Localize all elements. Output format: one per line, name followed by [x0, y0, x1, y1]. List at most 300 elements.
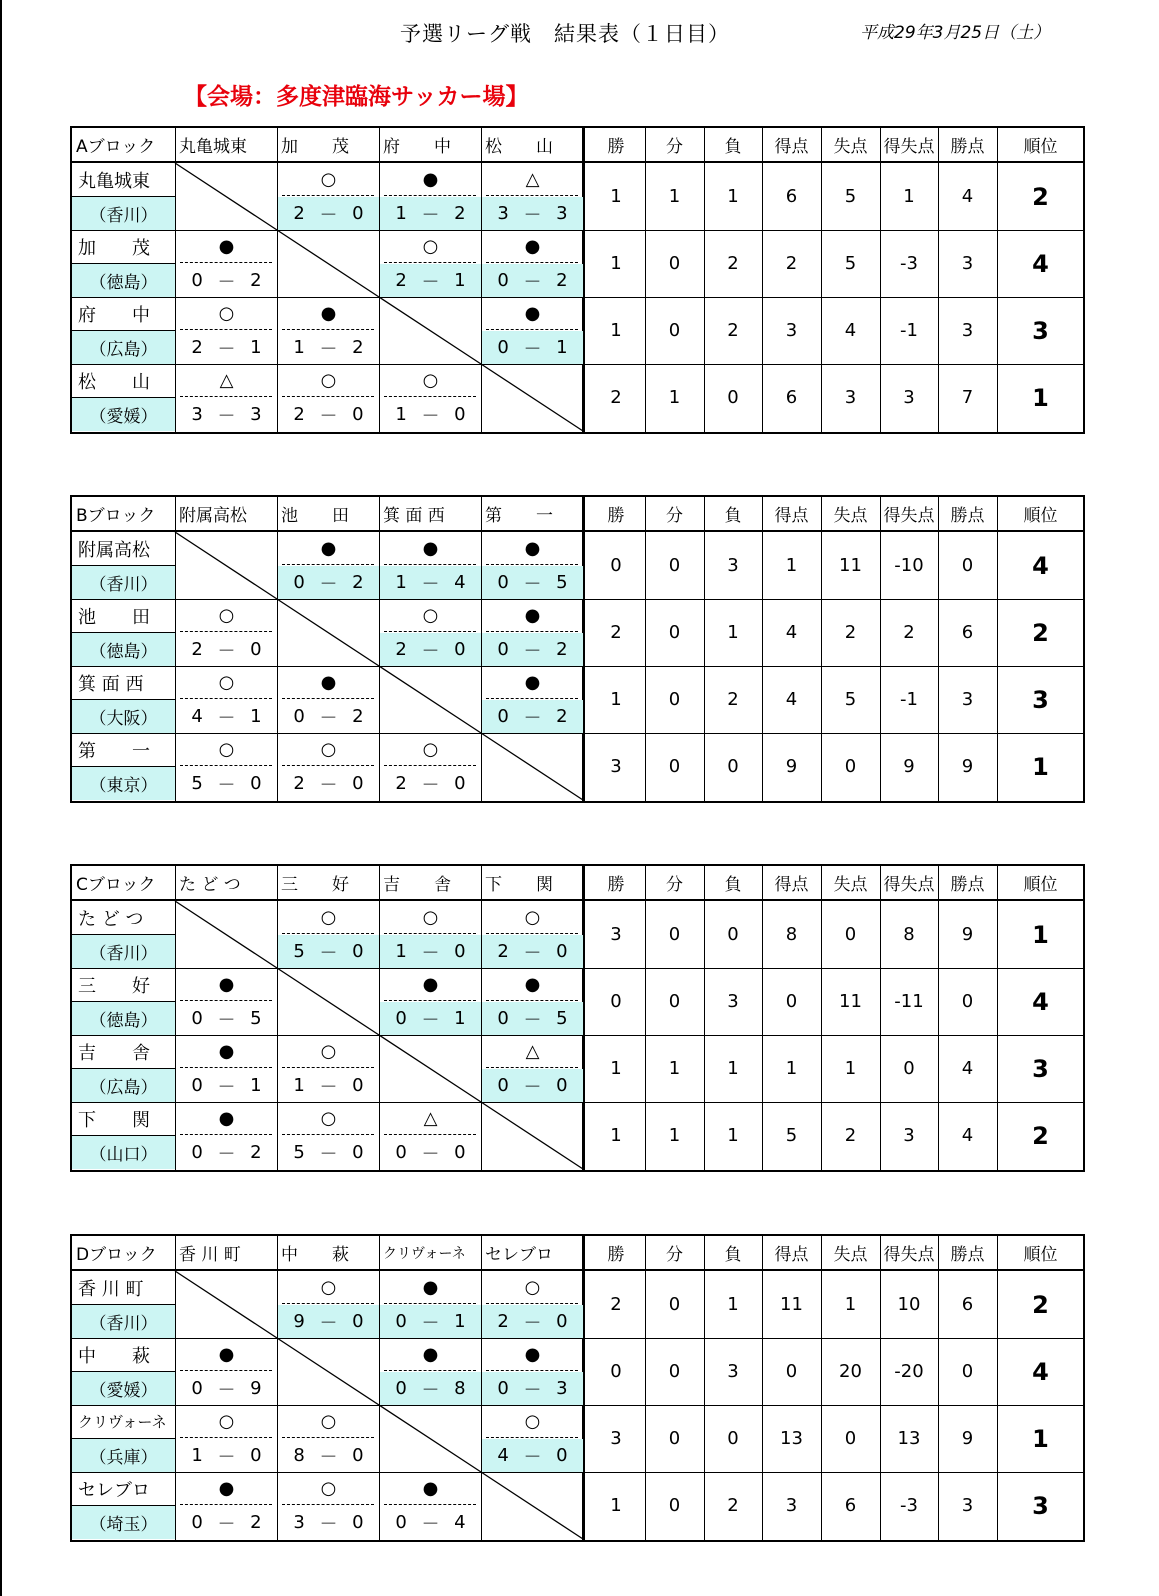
result-symbol: ● [422, 1344, 439, 1365]
stat-value: 3 [727, 1361, 739, 1382]
score-divider [282, 765, 374, 766]
score-dash: － [319, 1143, 338, 1165]
score-away: 2 [250, 1512, 262, 1533]
team-name: 三 好 [78, 975, 150, 997]
league-block-d [70, 1234, 1085, 1542]
stat-value: 2 [727, 1495, 739, 1516]
self-match-diagonal [481, 733, 583, 800]
opponent-header: 香 川 町 [179, 1245, 241, 1265]
stat-header: 得失点 [883, 1245, 935, 1265]
stat-value: 8 [903, 924, 915, 945]
self-match-diagonal [277, 1338, 379, 1405]
match-score [482, 633, 583, 666]
score-home: 0 [293, 572, 305, 593]
stat-value: 0 [727, 756, 739, 777]
block-label: Cブロック [76, 875, 156, 895]
result-symbol: △ [525, 169, 540, 190]
score-away: 2 [454, 203, 466, 224]
result-symbol: ○ [422, 370, 439, 391]
score-home: 2 [293, 404, 305, 425]
match-score [176, 1136, 277, 1169]
opponent-header: た ど つ [179, 875, 241, 895]
match-score [482, 1305, 583, 1338]
stat-value: 0 [610, 1361, 622, 1382]
score-home: 5 [293, 941, 305, 962]
score-home: 9 [293, 1311, 305, 1332]
score-home: 0 [191, 270, 203, 291]
score-home: 0 [395, 1008, 407, 1029]
score-divider [384, 1504, 476, 1505]
stat-value: 1 [727, 1294, 739, 1315]
score-away: 0 [250, 773, 262, 794]
stat-value: 1 [610, 1058, 622, 1079]
team-prefecture: （広島） [89, 340, 158, 360]
score-dash: － [421, 1513, 440, 1535]
stat-value: 0 [668, 924, 681, 945]
stat-value: 3 [727, 555, 739, 576]
stat-value: 0 [785, 1361, 798, 1382]
match-score [176, 331, 277, 364]
team-prefecture: （香川） [89, 1314, 158, 1334]
stat-header: 分 [666, 875, 683, 895]
result-symbol: ○ [218, 672, 235, 693]
match-score [278, 197, 379, 230]
score-divider [180, 698, 272, 699]
stat-value: 3 [961, 253, 974, 274]
stat-value: 5 [844, 689, 857, 710]
score-divider [486, 195, 578, 196]
score-away: 0 [556, 941, 568, 962]
name-divider [72, 1505, 175, 1506]
team-prefecture: （東京） [89, 776, 158, 796]
stat-value: 6 [785, 387, 798, 408]
score-home: 0 [395, 1142, 407, 1163]
result-symbol: ● [422, 169, 439, 190]
result-symbol: ● [218, 1478, 235, 1499]
score-divider [486, 1437, 578, 1438]
score-divider [282, 1303, 374, 1304]
self-match-diagonal [481, 1472, 583, 1539]
stat-value: 8 [785, 924, 798, 945]
score-dash: － [421, 1009, 440, 1031]
result-symbol: ○ [524, 1411, 541, 1432]
score-dash: － [217, 271, 236, 293]
match-score [482, 1069, 583, 1102]
stat-value: 0 [727, 1428, 739, 1449]
score-home: 0 [497, 572, 509, 593]
score-home: 1 [395, 203, 407, 224]
team-prefecture: （徳島） [89, 1011, 158, 1031]
rank-value: 1 [1032, 752, 1049, 781]
score-divider [282, 698, 374, 699]
name-divider [72, 1135, 175, 1136]
stat-value: 6 [785, 186, 798, 207]
score-dash: － [421, 271, 440, 293]
team-name: 香 川 町 [78, 1278, 144, 1300]
score-divider [282, 1504, 374, 1505]
score-dash: － [421, 1312, 440, 1334]
score-divider [180, 329, 272, 330]
match-score [380, 1506, 481, 1539]
stat-header: 得点 [774, 875, 809, 895]
self-match-diagonal [481, 1102, 583, 1169]
score-away: 1 [454, 1008, 466, 1029]
score-dash: － [421, 1143, 440, 1165]
team-prefecture: （香川） [89, 206, 158, 226]
stat-header: 得点 [774, 137, 809, 157]
stat-value: -20 [894, 1361, 924, 1382]
stat-value: 3 [610, 756, 622, 777]
stat-value: 1 [610, 320, 622, 341]
name-divider [72, 699, 175, 700]
rank-value: 3 [1032, 316, 1049, 345]
stat-value: 1 [668, 1125, 681, 1146]
self-match-diagonal [277, 230, 379, 297]
score-home: 0 [497, 706, 509, 727]
stat-value: 9 [785, 756, 798, 777]
team-name: クリヴォーネ [78, 1413, 167, 1431]
stat-value: -1 [900, 320, 918, 341]
score-divider [180, 1437, 272, 1438]
stat-value: 0 [668, 1361, 681, 1382]
block-label: Bブロック [76, 506, 156, 526]
result-symbol: ● [422, 538, 439, 559]
stat-value: 3 [961, 689, 974, 710]
score-divider [486, 329, 578, 330]
stat-header: 負 [724, 506, 742, 526]
result-symbol: ● [218, 1041, 235, 1062]
match-score [380, 197, 481, 230]
match-score [176, 700, 277, 733]
score-dash: － [319, 1312, 338, 1334]
stat-header: 負 [724, 875, 742, 895]
score-dash: － [319, 1446, 338, 1468]
team-name: 松 山 [78, 371, 150, 393]
name-divider [72, 397, 175, 398]
result-symbol: ● [320, 303, 337, 324]
score-home: 3 [497, 203, 509, 224]
name-divider [72, 766, 175, 767]
date-label: 平成29年3月25日（土） [860, 23, 1051, 43]
score-divider [180, 1067, 272, 1068]
score-home: 2 [293, 203, 305, 224]
score-away: 0 [352, 1142, 364, 1163]
score-home: 8 [293, 1445, 305, 1466]
team-prefecture: （兵庫） [89, 1448, 158, 1468]
self-match-diagonal [379, 1405, 481, 1472]
score-away: 4 [454, 1512, 466, 1533]
score-away: 0 [352, 203, 364, 224]
rank-value: 3 [1032, 1491, 1049, 1520]
rank-value: 2 [1032, 1290, 1049, 1319]
match-score [482, 1439, 583, 1472]
name-divider [72, 1438, 175, 1439]
score-dash: － [319, 1076, 338, 1098]
match-score [380, 566, 481, 599]
score-divider [180, 1370, 272, 1371]
stat-value: 4 [785, 689, 798, 710]
score-home: 0 [395, 1311, 407, 1332]
score-divider [384, 1303, 476, 1304]
stat-value: -10 [894, 555, 924, 576]
stat-value: 1 [785, 1058, 798, 1079]
score-divider [282, 1134, 374, 1135]
result-symbol: ● [422, 1478, 439, 1499]
score-dash: － [421, 204, 440, 226]
score-dash: － [319, 573, 338, 595]
self-match-diagonal [175, 901, 277, 968]
rank-value: 3 [1032, 1054, 1049, 1083]
match-score [176, 633, 277, 666]
stat-value: -3 [900, 1495, 918, 1516]
score-home: 0 [497, 270, 509, 291]
stat-value: 0 [903, 1058, 915, 1079]
score-away: 1 [250, 337, 262, 358]
stat-header: 順位 [1023, 1245, 1058, 1265]
result-symbol: ○ [422, 236, 439, 257]
stat-value: 0 [668, 689, 681, 710]
stat-value: 2 [844, 1125, 857, 1146]
score-home: 0 [191, 1378, 203, 1399]
score-divider [282, 396, 374, 397]
score-away: 5 [250, 1008, 262, 1029]
name-divider [72, 1001, 175, 1002]
stat-value: 2 [610, 387, 622, 408]
stat-value: 2 [727, 689, 739, 710]
result-symbol: ● [218, 974, 235, 995]
score-dash: － [217, 1513, 236, 1535]
stat-value: 2 [610, 622, 622, 643]
score-away: 8 [454, 1378, 466, 1399]
score-away: 5 [556, 1008, 568, 1029]
stat-header: 負 [724, 1245, 742, 1265]
stat-value: 3 [785, 320, 798, 341]
score-dash: － [523, 204, 542, 226]
name-divider [72, 632, 175, 633]
score-away: 1 [250, 706, 262, 727]
score-away: 0 [352, 941, 364, 962]
score-dash: － [523, 707, 542, 729]
score-dash: － [523, 942, 542, 964]
result-symbol: ○ [320, 1411, 337, 1432]
stat-value: 11 [839, 555, 862, 576]
stat-value: 2 [610, 1294, 622, 1315]
opponent-header: 附属高松 [179, 506, 247, 526]
stat-value: 9 [961, 924, 974, 945]
self-match-diagonal [379, 1035, 481, 1102]
score-home: 0 [497, 337, 509, 358]
score-home: 0 [191, 1512, 203, 1533]
score-away: 1 [556, 337, 568, 358]
score-away: 1 [250, 1075, 262, 1096]
block-label: Aブロック [76, 137, 156, 157]
opponent-header: 吉 舎 [383, 875, 451, 895]
stat-value: 4 [785, 622, 798, 643]
team-name: 丸亀城東 [78, 170, 150, 192]
result-symbol: ● [218, 1108, 235, 1129]
score-dash: － [319, 338, 338, 360]
match-score [278, 566, 379, 599]
stat-value: 20 [839, 1361, 862, 1382]
team-prefecture: （徳島） [89, 273, 158, 293]
score-away: 0 [250, 1445, 262, 1466]
score-dash: － [217, 405, 236, 427]
score-dash: － [421, 573, 440, 595]
self-match-diagonal [277, 599, 379, 666]
stat-value: 0 [961, 991, 974, 1012]
score-divider [486, 698, 578, 699]
score-divider [282, 329, 374, 330]
stat-value: 0 [961, 1361, 974, 1382]
stat-header: 得点 [774, 506, 809, 526]
score-home: 0 [395, 1512, 407, 1533]
score-away: 0 [352, 1445, 364, 1466]
name-divider [72, 263, 175, 264]
name-divider [72, 934, 175, 935]
team-name: 附属高松 [78, 539, 150, 561]
score-divider [486, 1000, 578, 1001]
score-home: 1 [293, 1075, 305, 1096]
stat-value: 0 [668, 1294, 681, 1315]
score-dash: － [421, 942, 440, 964]
score-dash: － [421, 774, 440, 796]
result-symbol: △ [423, 1108, 438, 1129]
stat-value: 4 [961, 1058, 974, 1079]
page-left-border [0, 0, 2, 1596]
match-score [482, 1372, 583, 1405]
self-match-diagonal [277, 968, 379, 1035]
score-away: 5 [556, 572, 568, 593]
score-dash: － [217, 1009, 236, 1031]
match-score [176, 1372, 277, 1405]
score-dash: － [523, 1446, 542, 1468]
opponent-header: 府 中 [383, 137, 451, 157]
stat-value: 1 [785, 555, 798, 576]
stat-header: 得失点 [883, 875, 935, 895]
result-symbol: ● [524, 1344, 541, 1365]
stat-value: 1 [610, 253, 622, 274]
score-dash: － [319, 204, 338, 226]
page-title: 予選リーグ戦 結果表（１日目） [400, 22, 730, 46]
result-symbol: △ [525, 1041, 540, 1062]
match-score [482, 331, 583, 364]
self-match-diagonal [175, 163, 277, 230]
score-away: 0 [556, 1445, 568, 1466]
score-home: 0 [191, 1075, 203, 1096]
match-score [278, 767, 379, 800]
score-divider [384, 1000, 476, 1001]
stat-value: 9 [961, 756, 974, 777]
match-score [176, 398, 277, 431]
score-dash: － [523, 338, 542, 360]
stat-value: 0 [785, 991, 798, 1012]
stat-header: 失点 [833, 137, 868, 157]
score-divider [486, 631, 578, 632]
score-dash: － [523, 1009, 542, 1031]
result-symbol: ● [524, 303, 541, 324]
score-divider [180, 1134, 272, 1135]
score-away: 2 [352, 572, 364, 593]
score-dash: － [319, 774, 338, 796]
score-home: 5 [191, 773, 203, 794]
match-score [482, 935, 583, 968]
score-away: 0 [352, 1512, 364, 1533]
score-divider [486, 1303, 578, 1304]
stat-value: 2 [844, 622, 857, 643]
score-away: 3 [250, 404, 262, 425]
name-divider [72, 330, 175, 331]
stat-value: 0 [844, 924, 857, 945]
match-score [176, 1506, 277, 1539]
opponent-header: 加 茂 [281, 137, 349, 157]
result-symbol: ○ [524, 1277, 541, 1298]
opponent-header: 下 関 [485, 875, 553, 895]
stat-value: 0 [668, 253, 681, 274]
team-prefecture: （山口） [89, 1145, 158, 1165]
stat-value: 4 [844, 320, 857, 341]
team-name: 中 萩 [78, 1345, 150, 1367]
stat-header: 順位 [1023, 506, 1058, 526]
opponent-header: 松 山 [485, 137, 553, 157]
score-home: 2 [293, 773, 305, 794]
stat-header: 得失点 [883, 506, 935, 526]
stat-value: 0 [668, 1428, 681, 1449]
score-home: 1 [395, 572, 407, 593]
score-dash: － [523, 1379, 542, 1401]
rank-value: 2 [1032, 618, 1049, 647]
stat-header: 失点 [833, 1245, 868, 1265]
stat-value: 0 [668, 756, 681, 777]
stat-value: 3 [844, 387, 857, 408]
rank-value: 4 [1032, 249, 1049, 278]
result-symbol: ● [320, 672, 337, 693]
score-divider [384, 396, 476, 397]
name-divider [72, 1068, 175, 1069]
stat-value: 1 [610, 186, 622, 207]
stat-header: 勝 [607, 875, 625, 895]
stat-value: 1 [668, 387, 681, 408]
score-divider [180, 1504, 272, 1505]
stat-value: 2 [785, 253, 798, 274]
result-symbol: ○ [320, 370, 337, 391]
match-score [482, 700, 583, 733]
league-block-a [70, 126, 1085, 434]
score-dash: － [319, 942, 338, 964]
self-match-diagonal [481, 364, 583, 431]
stat-header: 勝 [607, 506, 625, 526]
score-away: 2 [352, 706, 364, 727]
match-score [278, 1305, 379, 1338]
stat-value: 1 [610, 689, 622, 710]
score-dash: － [217, 1379, 236, 1401]
opponent-header: 第 一 [485, 506, 553, 526]
score-home: 4 [191, 706, 203, 727]
stat-value: 1 [610, 1495, 622, 1516]
result-symbol: ● [218, 236, 235, 257]
score-home: 1 [293, 337, 305, 358]
stat-value: 0 [668, 991, 681, 1012]
stat-value: 0 [668, 320, 681, 341]
score-away: 0 [454, 941, 466, 962]
stat-header: 勝 [607, 1245, 625, 1265]
stat-value: 0 [668, 1495, 681, 1516]
stat-value: 1 [844, 1058, 857, 1079]
team-prefecture: （香川） [89, 944, 158, 964]
self-match-diagonal [175, 1271, 277, 1338]
match-score [482, 566, 583, 599]
score-divider [384, 933, 476, 934]
score-dash: － [523, 640, 542, 662]
